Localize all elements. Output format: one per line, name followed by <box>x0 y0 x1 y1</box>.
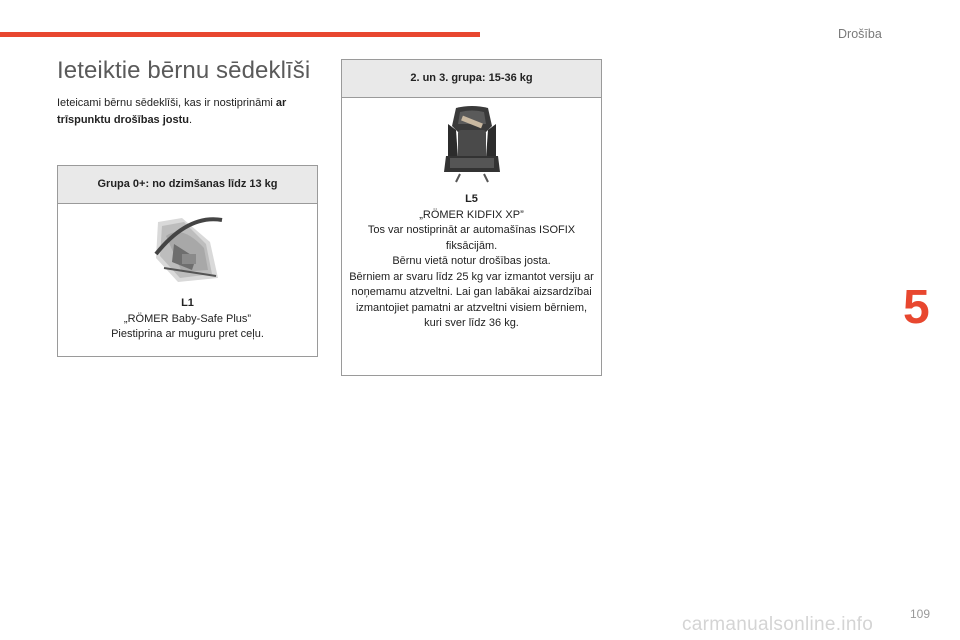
seat-note-weight: Bērniem ar svaru līdz 25 kg var izmantot versiju ar noņemamu atzveltni. Lai gan labākai aizsardzībai izmantojiet pamatni ar atzveltni visiem bērniem, kuri sver līdz 36 kg. <box>349 270 594 329</box>
card-header: 2. un 3. grupa: 15-36 kg <box>342 60 601 98</box>
page-number: 109 <box>910 607 931 621</box>
page-title: Ieteiktie bērnu sēdeklīši <box>57 57 311 84</box>
seat-card-group0 <box>57 165 318 357</box>
seat-name: „RÖMER KIDFIX XP” <box>419 208 524 221</box>
intro-bold: ar trīspunktu drošības jostu <box>57 97 287 126</box>
seat-note-isofix: Tos var nostiprināt ar automašīnas ISOFIX fiksācijām. <box>367 224 576 252</box>
card-header: Grupa 0+: no dzimšanas līdz 13 kg <box>58 166 317 204</box>
card-body <box>342 106 601 332</box>
watermark: carmanualsonline.info <box>682 614 874 635</box>
seat-name: „RÖMER Baby-Safe Plus” <box>123 312 252 325</box>
infant-carrier-seat-icon <box>152 214 224 286</box>
card-body <box>58 214 317 343</box>
booster-seat-icon <box>442 106 502 184</box>
section-label: Drošība <box>838 27 882 41</box>
top-accent-bar <box>0 32 480 37</box>
chapter-number: 5 <box>903 281 930 334</box>
seat-note-belt: Bērnu vietā notur drošības josta. <box>392 255 551 267</box>
card-text <box>342 192 601 332</box>
seat-note: Piestiprina ar muguru pret ceļu. <box>111 328 264 340</box>
seat-card-group23 <box>341 59 602 376</box>
seat-code: L1 <box>181 297 194 309</box>
card-text <box>58 296 317 343</box>
intro-text: Ieteicami bērnu sēdeklīši, kas ir nostiprināmi <box>57 97 276 109</box>
intro-paragraph <box>57 95 327 129</box>
intro-end: . <box>189 114 193 126</box>
seat-code: L5 <box>465 193 478 205</box>
